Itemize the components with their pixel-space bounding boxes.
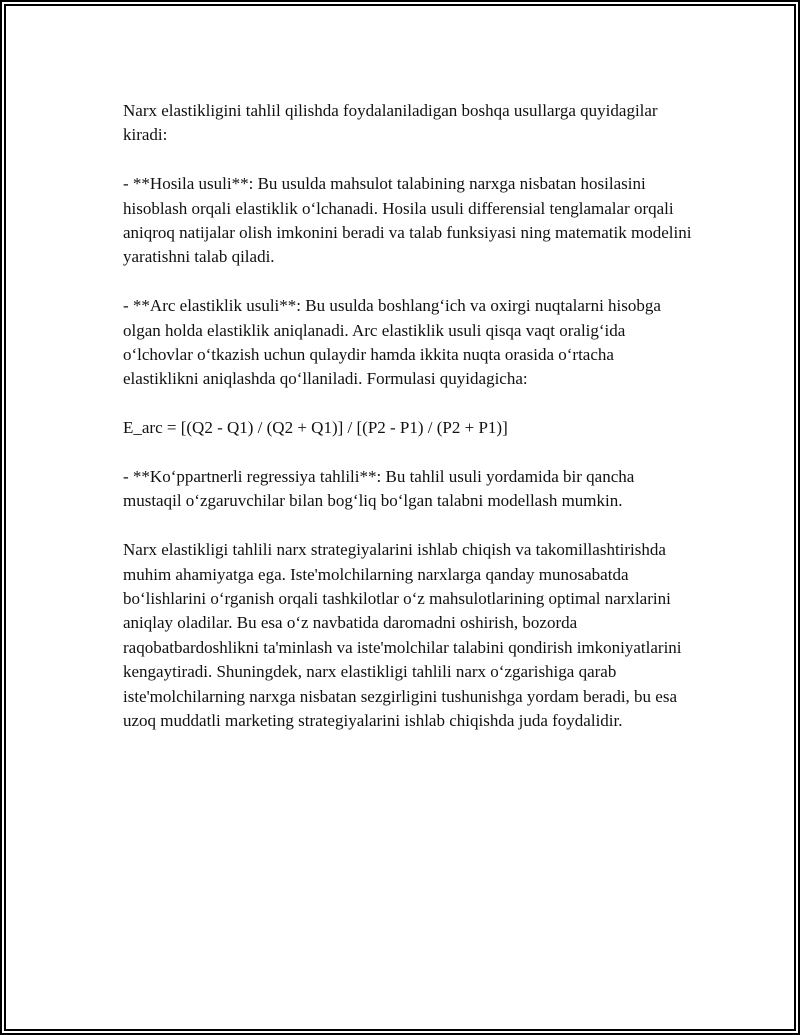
regressiya-item: - **Ko‘ppartnerli regressiya tahlili**: Bu tahlil usuli yordamida bir qancha mustaqil o‘zgaruvchilar bilan bog‘liq bo‘lgan talabni modellash mumkin.: [123, 467, 635, 511]
conclusion-paragraph: Narx elastikligi tahlili narx strategiyalarini ishlab chiqish va takomillashtirishda muhim ahamiyatga ega. Iste'molchilarning narxlarga qanday munosabatda bo‘lishlarini o‘rganish orqali tashkilotlar o‘z mahsulotlarining optimal narxlarini aniqlay oladilar. Bu esa o‘z navbatida daromadni oshirish, bozorda raqobatbardoshlikni ta'minlash va iste'molchilar talabini qondirish imkoniyatlarini kengaytiradi. Shuningdek, narx elastikligi tahlili narx o‘zgarishiga qarab iste'molchilarning narxga nisbatan sezgirligini tushunishga yordam beradi, bu esa uzoq muddatli marketing strategiyalarini ishlab chiqishda juda foydalidir.: [123, 540, 682, 731]
arc-elastiklik-item: - **Arc elastiklik usuli**: Bu usulda boshlang‘ich va oxirgi nuqtalarni hisobga olgan holda elastiklik aniqlanadi. Arc elastiklik usuli qisqa vaqt oralig‘ida o‘lchovlar o‘tkazish uchun qulaydir hamda ikkita nuqta orasida o‘rtacha elastiklikni aniqlashda qo‘llaniladi. Formulasi quyidagicha:: [123, 296, 661, 389]
document-body: [123, 99, 693, 758]
hosila-usuli-item: - **Hosila usuli**: Bu usulda mahsulot talabining narxga nisbatan hosilasini hisoblash orqali elastiklik o‘lchanadi. Hosila usuli differensial tenglamalar orqali aniqroq natijalar olish imkonini beradi va talab funksiyasi ning matematik modelini yaratishni talab qiladi.: [123, 174, 692, 267]
intro-paragraph: Narx elastikligini tahlil qilishda foydalaniladigan boshqa usullarga quyidagilar kiradi:: [123, 101, 658, 145]
arc-formula: E_arc = [(Q2 - Q1) / (Q2 + Q1)] / [(P2 - P1) / (P2 + P1)]: [123, 418, 508, 438]
